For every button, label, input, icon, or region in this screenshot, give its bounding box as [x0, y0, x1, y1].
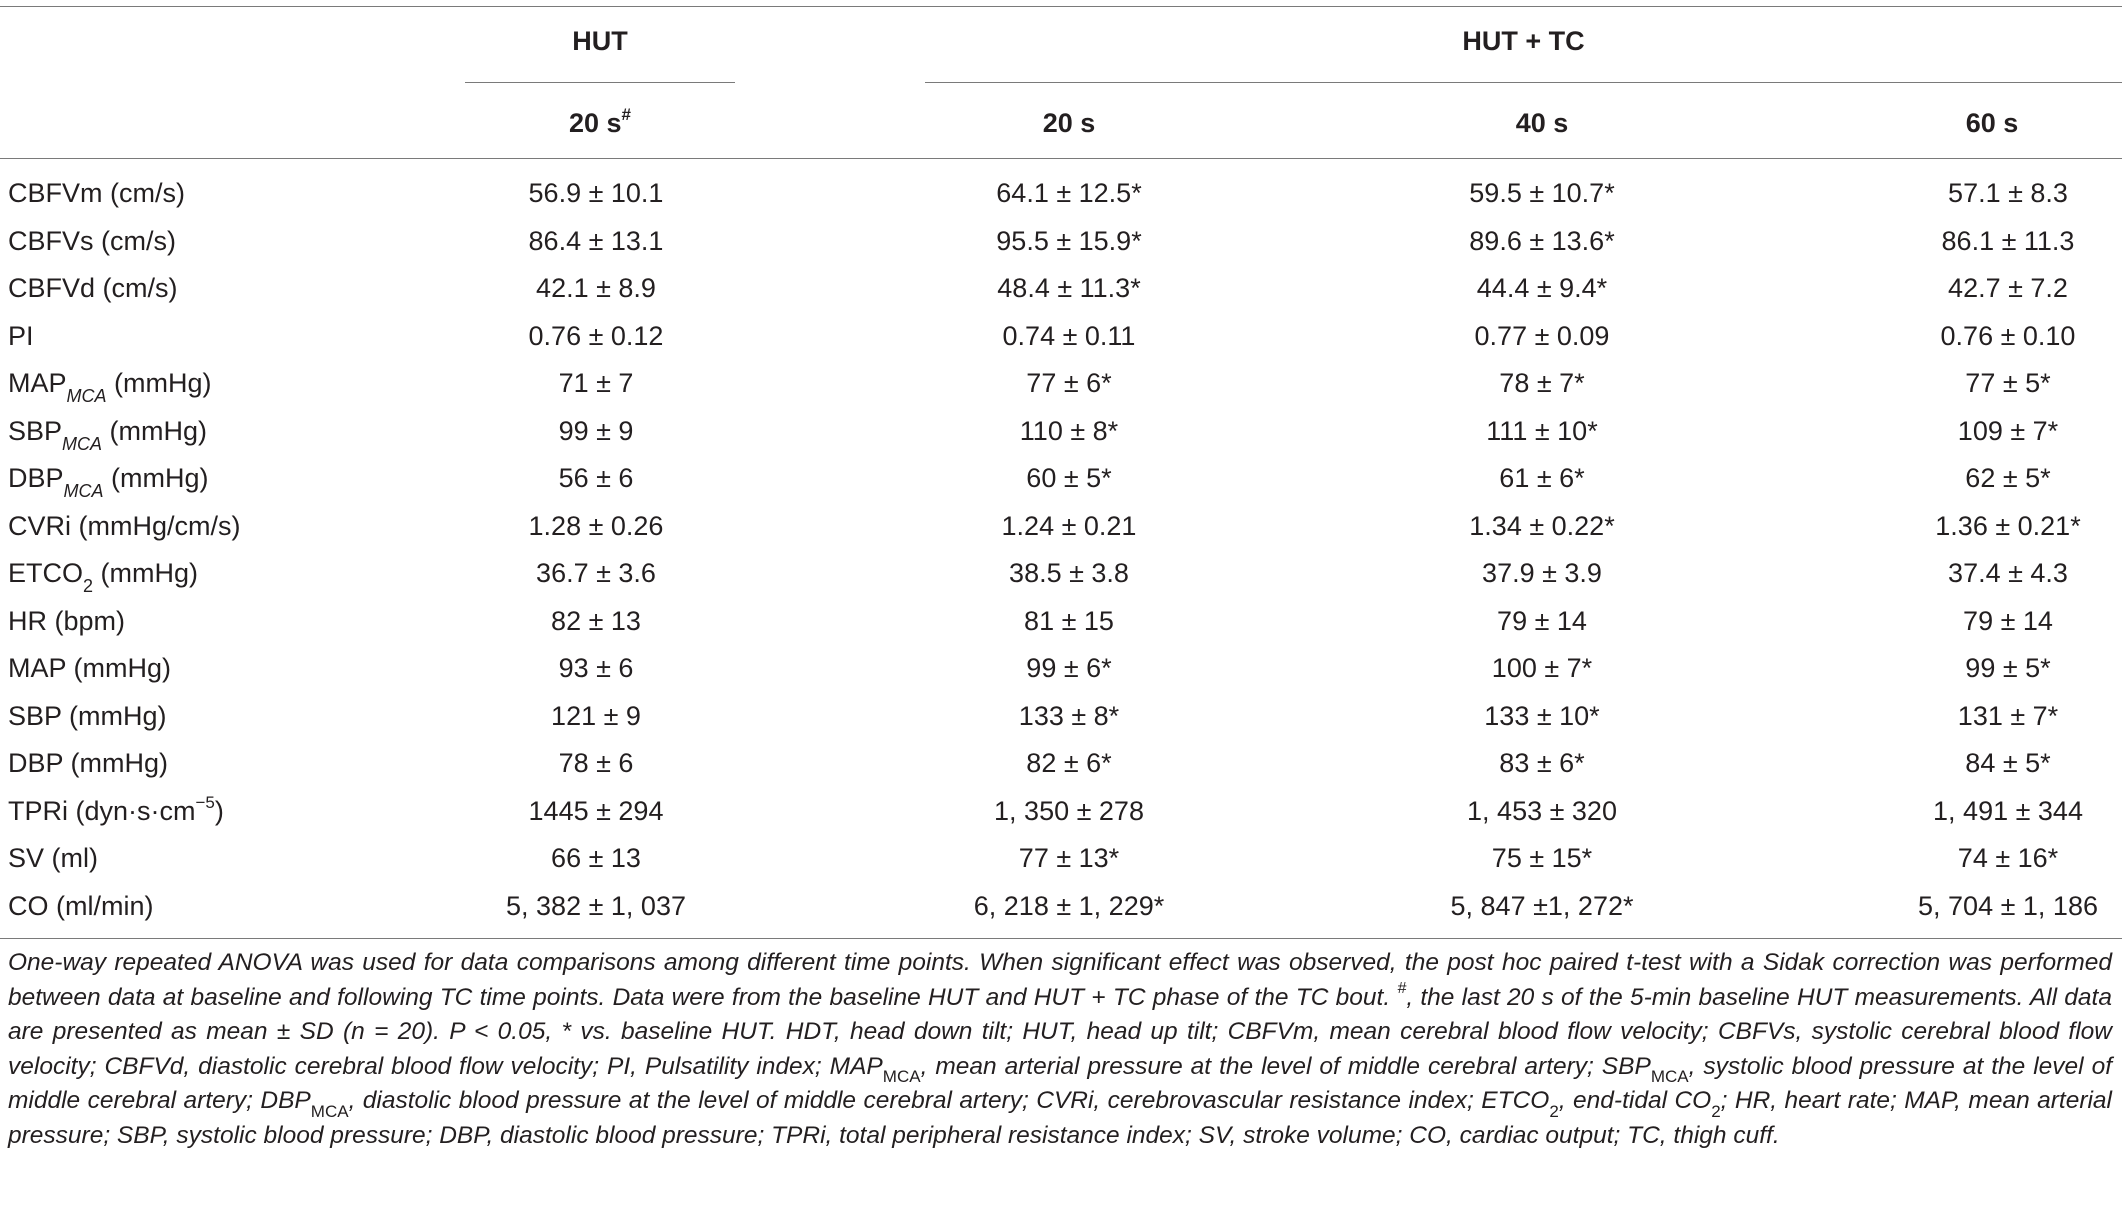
row-label: DBP (mmHg) — [8, 748, 169, 778]
table-cell: 77 ± 13* — [1018, 843, 1120, 873]
hut-tc-group-rule — [925, 82, 2122, 83]
table-cell: 77 ± 6* — [1026, 368, 1112, 398]
table-row — [0, 218, 2122, 266]
row-label: CO (ml/min) — [8, 890, 154, 921]
table-cell: 121 ± 9 — [551, 700, 641, 731]
table-cell: 1, 453 ± 320 — [1467, 795, 1617, 826]
row-label: SV (ml) — [8, 843, 98, 873]
table-cell: 0.77 ± 0.09 — [1474, 320, 1610, 351]
table-cell: 64.1 ± 12.5* — [996, 178, 1142, 208]
table-cell: 82 ± 6* — [1026, 748, 1112, 778]
table-cell: 42.1 ± 8.9 — [536, 273, 656, 303]
column-header-tc-40s: 40 s — [1515, 108, 1569, 138]
row-label: TPRi $(dyn\cdot s\cdot cm^{-5})$ — [8, 792, 224, 826]
table-cell: 131 ± 7* — [1957, 700, 2059, 731]
table-cell: 60 ± 5* — [1026, 463, 1112, 493]
column-header-hut-20s: 20 s# — [568, 105, 632, 138]
table-cell: 5, 704 ± 1, 186 — [1918, 890, 2098, 921]
table-cell: 37.4 ± 4.3 — [1948, 558, 2068, 588]
row-label: $ETCO_2$ (mmHg) — [8, 558, 199, 597]
row-label: HR (bpm) — [8, 605, 126, 636]
table-row — [0, 503, 2122, 551]
table-cell: 84 ± 5* — [1965, 748, 2051, 778]
table-cell: 77 ± 5* — [1965, 368, 2051, 398]
column-header-tc-20s: 20 s — [1042, 108, 1096, 138]
table-cell: 110 ± 8* — [1019, 415, 1119, 446]
table-cell: 82 ± 13 — [551, 605, 641, 636]
table-cell: 79 ± 14 — [1963, 605, 2053, 636]
table-cell: 5, 382 ± 1, 037 — [506, 890, 686, 921]
table-cell: 59.5 ± 10.7* — [1469, 178, 1615, 208]
group-header-hut-tc: HUT + TC — [1462, 26, 1585, 56]
table-cell: 38.5 ± 3.8 — [1009, 558, 1129, 588]
column-header-tc-60s: 60 s — [1965, 108, 2019, 138]
table-row — [0, 693, 2122, 741]
table-cell: 57.1 ± 8.3 — [1948, 178, 2068, 208]
table-cell: 44.4 ± 9.4* — [1476, 273, 1608, 303]
header-bottom-rule — [0, 158, 2122, 159]
table-cell: 1.34 ± 0.22* — [1469, 510, 1615, 541]
row-label: SBP (mmHg) — [8, 700, 167, 731]
table-cell: 83 ± 6* — [1499, 748, 1585, 778]
table-row — [0, 455, 2122, 503]
table-cell: 1, 491 ± 344 — [1933, 795, 2083, 826]
table-cell: 111 ± 10* — [1486, 415, 1598, 446]
table-row — [0, 598, 2122, 646]
table-cell: 89.6 ± 13.6* — [1469, 225, 1615, 256]
row-label: CBFVd (cm/s) — [8, 273, 178, 303]
table-row — [0, 170, 2122, 218]
table-top-rule — [0, 6, 2122, 7]
table-cell: 61 ± 6* — [1499, 463, 1585, 493]
table-cell: 86.1 ± 11.3 — [1941, 225, 2075, 256]
row-label: MAP (mmHg) — [8, 653, 172, 683]
row-label: $DBP_{MCA}$ (mmHg) — [8, 463, 209, 502]
table-cell: 37.9 ± 3.9 — [1482, 558, 1602, 588]
table-cell: 133 ± 8* — [1018, 700, 1120, 731]
table-cell: 0.76 ± 0.12 — [528, 320, 664, 351]
table-cell: 75 ± 15* — [1491, 843, 1593, 873]
table-cell: 79 ± 14 — [1497, 605, 1587, 636]
table-cell: 0.76 ± 0.10 — [1940, 320, 2076, 351]
table-cell: 6, 218 ± 1, 229* — [973, 890, 1165, 921]
table-row — [0, 550, 2122, 598]
row-label: $SBP_{MCA}$ (mmHg) — [8, 415, 208, 454]
row-label: CBFVm (cm/s) — [8, 178, 185, 208]
table-row — [0, 835, 2122, 883]
group-header-hut: HUT — [572, 26, 628, 56]
table-cell: 81 ± 15 — [1024, 605, 1114, 636]
table-footnote: One-way repeated ANOVA was used for data comparisons among different time points. When significant effect was observed, the post hoc paired t-test with a Sidak correction was performed between data at baseline and following TC time points. Data were from the baseline HUT and HUT + TC phase of the TC bout. #, the last 20 s of the 5-min baseline HUT measurements. All data are presented as mean ± SD (n = 20). P < 0.05, * vs. baseline HUT. HDT, head down tilt; HUT, head up tilt; CBFVm, mean cerebral blood flow velocity; CBFVs, systolic cerebral blood flow velocity; CBFVd, diastolic cerebral blood flow velocity; PI, Pulsatility index; $MAP_{MCA}$, mean arterial pressure at the level of middle cerebral artery; $SBP_{MCA}$, systolic blood pressure at the level of middle cerebral artery; $DBP_{MCA}$, diastolic blood pressure at the level of middle cerebral artery; CVRi, cerebrovascular resistance index; $ETCO_2$, end-tidal $CO_2$; HR, heart rate; MAP, mean arterial pressure; SBP, systolic blood pressure; DBP, diastolic blood pressure; TPRi, total peripheral resistance index; SV, stroke volume; CO, cardiac output; TC, thigh cuff. — [8, 949, 2113, 1149]
table-cell: 1.36 ± 0.21* — [1935, 510, 2081, 541]
table-cell: 99 ± 9 — [558, 415, 634, 446]
table-row — [0, 883, 2122, 931]
table-cell: 42.7 ± 7.2 — [1948, 273, 2068, 303]
table-cell: 66 ± 13 — [551, 843, 641, 873]
hut-group-rule — [465, 82, 735, 83]
table-cell: 86.4 ± 13.1 — [528, 225, 664, 256]
row-label: CVRi (mmHg/cm/s) — [8, 510, 241, 541]
table-cell: 78 ± 7* — [1499, 368, 1585, 398]
table-row — [0, 788, 2122, 836]
table-cell: 1445 ± 294 — [528, 795, 664, 826]
table-row — [0, 265, 2122, 313]
table-cell: 133 ± 10* — [1484, 700, 1600, 731]
table-row — [0, 645, 2122, 693]
table-cell: 93 ± 6 — [558, 653, 634, 683]
table-cell: 36.7 ± 3.6 — [536, 558, 656, 588]
table-cell: 0.74 ± 0.11 — [1002, 320, 1136, 351]
table-cell: 99 ± 5* — [1965, 653, 2051, 683]
table-cell: 1.24 ± 0.21 — [1001, 510, 1137, 541]
table-cell: 56.9 ± 10.1 — [528, 178, 664, 208]
table-cell: 5, 847 ±1, 272* — [1450, 890, 1634, 921]
table-cell: 1, 350 ± 278 — [994, 795, 1144, 826]
table-cell: 95.5 ± 15.9* — [996, 225, 1142, 256]
table-cell: 1.28 ± 0.26 — [528, 510, 664, 541]
table-cell: 62 ± 5* — [1965, 463, 2051, 493]
table-bottom-rule — [0, 938, 2122, 939]
table-cell: 74 ± 16* — [1957, 843, 2059, 873]
row-label: $MAP_{MCA}$ (mmHg) — [8, 368, 212, 407]
table-cell: 99 ± 6* — [1026, 653, 1112, 683]
row-label: PI — [8, 320, 34, 351]
row-label: CBFVs (cm/s) — [8, 225, 176, 256]
table-cell: 48.4 ± 11.3* — [997, 273, 1141, 303]
table-cell: 78 ± 6 — [558, 748, 634, 778]
table-cell: 100 ± 7* — [1491, 653, 1593, 683]
table-cell: 109 ± 7* — [1957, 415, 2059, 446]
table-row — [0, 360, 2122, 408]
table-body — [0, 170, 2122, 930]
table-row — [0, 740, 2122, 788]
table-row — [0, 313, 2122, 361]
table-row — [0, 408, 2122, 456]
table-cell: 71 ± 7 — [558, 368, 634, 398]
table-cell: 56 ± 6 — [558, 463, 634, 493]
